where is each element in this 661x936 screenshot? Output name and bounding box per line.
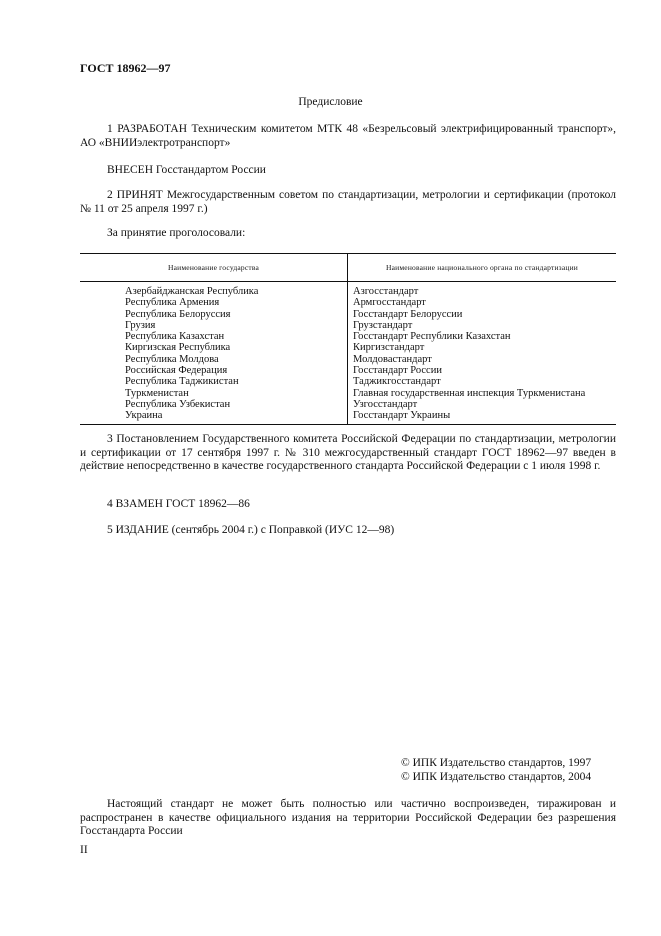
standards-body-cell: Азгосстандарт bbox=[353, 286, 419, 297]
standards-body-cell: Киргизстандарт bbox=[353, 342, 425, 354]
paragraph-resolution: 3 Постановлением Государственного комитета Российской Федерации по стандартизации, метрологии и сертификации от 17 сентября 1997 г. № 310 межгосударственный стандарт ГОСТ 18962—97 введен в действие непосредственно в качестве государственного стандарта Российской Федерации с 1 июля 1998 г. bbox=[80, 433, 616, 472]
standards-body-cell: Госстандарт Белоруссии bbox=[353, 308, 463, 320]
country-cell: Украина bbox=[80, 410, 348, 424]
country-cell: Республика Белоруссия bbox=[80, 309, 348, 320]
table-row bbox=[80, 365, 616, 376]
table-row bbox=[80, 297, 616, 308]
table-row bbox=[80, 282, 616, 298]
paragraph-developed-by: 1 РАЗРАБОТАН Техническим комитетом МТК 48 «Безрельсовый электрифицированный транспорт», АО «ВНИИэлектротранспорт» bbox=[80, 123, 616, 149]
paragraph-adopted-by: 2 ПРИНЯТ Межгосударственным советом по стандартизации, метрологии и сертификации (протокол № 11 от 25 апреля 1997 г.) bbox=[80, 189, 616, 215]
country-cell: Республика Казахстан bbox=[80, 331, 348, 342]
section-title: Предисловие bbox=[298, 96, 363, 108]
standards-body-cell: Госстандарт России bbox=[353, 365, 442, 377]
country-cell: Азербайджанская Республика bbox=[80, 282, 348, 298]
table-row bbox=[80, 342, 616, 353]
table-row bbox=[80, 388, 616, 399]
standards-body-cell: Армгосстандарт bbox=[353, 297, 426, 309]
copyright-2004: © ИПК Издательство стандартов, 2004 bbox=[401, 771, 592, 783]
table-row bbox=[80, 410, 616, 424]
country-cell: Республика Армения bbox=[80, 297, 348, 308]
table-row bbox=[80, 399, 616, 410]
country-cell: Грузия bbox=[80, 320, 348, 331]
table-header-standards-body: Наименование национального органа по стандартизации bbox=[348, 254, 617, 282]
copyright-1997: © ИПК Издательство стандартов, 1997 bbox=[401, 757, 592, 769]
country-cell: Туркменистан bbox=[80, 388, 348, 399]
table-row bbox=[80, 309, 616, 320]
standards-body-cell: Узгосстандарт bbox=[353, 398, 418, 410]
paragraph-voted-for: За принятие проголосовали: bbox=[107, 227, 246, 239]
table-row bbox=[80, 331, 616, 342]
reproduction-notice: Настоящий стандарт не может быть полностью или частично воспроизведен, тиражирован и распространен в качестве официального издания на территории Российской Федерации без разрешения Госстандарта России bbox=[80, 798, 616, 837]
voting-table bbox=[80, 253, 616, 425]
table-row bbox=[80, 354, 616, 365]
standards-body-cell: Грузстандарт bbox=[353, 319, 413, 331]
standards-body-cell: Главная государственная инспекция Туркменистана bbox=[353, 387, 586, 399]
country-cell: Республика Таджикистан bbox=[80, 376, 348, 387]
country-cell: Республика Молдова bbox=[80, 354, 348, 365]
country-cell: Киргизская Республика bbox=[80, 342, 348, 353]
country-cell: Российская Федерация bbox=[80, 365, 348, 376]
standards-body-cell: Госстандарт Украины bbox=[348, 410, 617, 424]
standards-body-cell: Молдовастандарт bbox=[353, 353, 432, 365]
document-header: ГОСТ 18962—97 bbox=[80, 61, 171, 75]
standards-body-cell: Таджикгосстандарт bbox=[353, 376, 441, 388]
page-number: II bbox=[80, 844, 88, 856]
table-row bbox=[80, 376, 616, 387]
paragraph-replaces: 4 ВЗАМЕН ГОСТ 18962—86 bbox=[107, 498, 250, 510]
paragraph-introduced-by: ВНЕСЕН Госстандартом России bbox=[107, 164, 266, 176]
standards-body-cell: Госстандарт Республики Казахстан bbox=[353, 331, 511, 343]
table-row bbox=[80, 320, 616, 331]
table-header-country: Наименование государства bbox=[80, 254, 348, 282]
paragraph-edition: 5 ИЗДАНИЕ (сентябрь 2004 г.) с Поправкой (ИУС 12—98) bbox=[107, 524, 395, 536]
country-cell: Республика Узбекистан bbox=[80, 399, 348, 410]
